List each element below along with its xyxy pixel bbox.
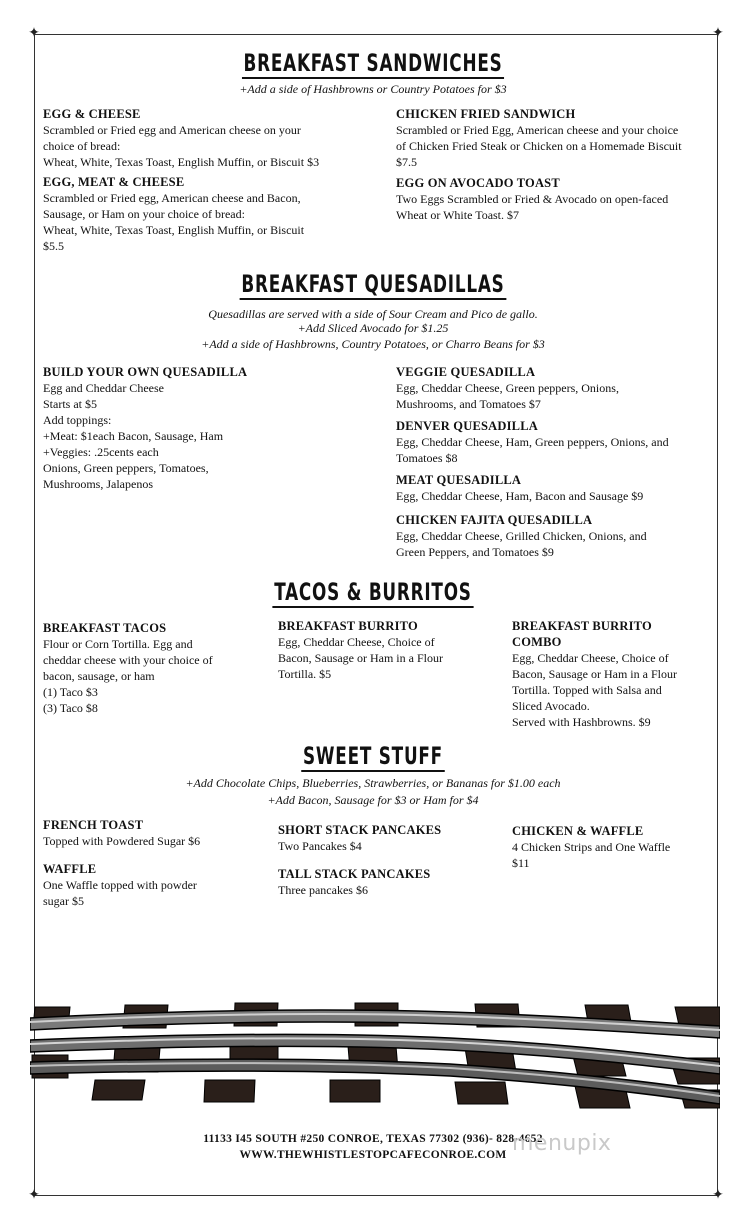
- item-description: Two Pancakes $4: [278, 839, 362, 853]
- item-description: Egg, Cheddar Cheese, Ham, Bacon and Sausage $9: [396, 489, 644, 503]
- item-name: CHICKEN & WAFFLE: [512, 824, 644, 838]
- corner-ornament-icon: ✦: [28, 26, 40, 41]
- item-description: Three pancakes $6: [278, 883, 368, 897]
- item-name: DENVER QUESADILLA: [396, 419, 538, 433]
- item-description: Flour or Corn Tortilla. Egg and cheddar cheese with your choice of bacon, sausage, or ham (1) Taco $3 (3) Taco $8: [43, 637, 213, 715]
- item-name: SHORT STACK PANCAKES: [278, 823, 442, 837]
- item-name: BREAKFAST TACOS: [43, 621, 167, 635]
- menu-item: [278, 866, 503, 898]
- menu-item: [43, 861, 268, 909]
- item-description: Egg and Cheddar Cheese Starts at $5 Add toppings: +Meat: $1each Bacon, Sausage, Ham +Veggies: .25cents each Onions, Green peppers, Tomatoes, Mushrooms, Jalapenos: [43, 381, 224, 491]
- menu-item: [396, 512, 716, 560]
- menu-item: [278, 822, 503, 854]
- footer-address: 11133 I45 SOUTH #250 CONROE, TEXAS 77302 (936)- 828-4652: [203, 1133, 543, 1145]
- item-name: MEAT QUESADILLA: [396, 473, 522, 487]
- item-name: EGG, MEAT & CHEESE: [43, 175, 185, 189]
- item-description: Egg, Cheddar Cheese, Choice of Bacon, Sausage or Ham in a Flour Tortilla. $5: [278, 635, 443, 681]
- menu-item: [43, 174, 383, 254]
- item-description: Scrambled or Fried egg and American cheese on your choice of bread: Wheat, White, Texas Toast, English Muffin, or Biscuit $3: [43, 123, 320, 169]
- menu-item: [43, 364, 373, 492]
- menu-item: [512, 618, 712, 730]
- corner-ornament-icon: ✦: [28, 1188, 40, 1203]
- corner-ornament-icon: ✦: [712, 26, 724, 41]
- menu-item: [396, 106, 716, 170]
- item-description: Egg, Cheddar Cheese, Grilled Chicken, Onions, and Green Peppers, and Tomatoes $9: [396, 529, 647, 559]
- corner-ornament-icon: ✦: [712, 1188, 724, 1203]
- menu-item: [396, 175, 716, 223]
- item-description: Topped with Powdered Sugar $6: [43, 834, 201, 848]
- menu-item: [278, 618, 503, 682]
- section-note: +Add Sliced Avocado for $1.25: [297, 321, 449, 335]
- item-name: BUILD YOUR OWN QUESADILLA: [43, 365, 248, 379]
- watermark: menupix: [512, 1131, 612, 1156]
- item-description: One Waffle topped with powder sugar $5: [43, 878, 197, 908]
- menu-item: [43, 817, 268, 849]
- section-title-sandwiches: BREAKFAST SANDWICHES: [243, 49, 503, 77]
- section-note: +Add a side of Hashbrowns, Country Potatoes, or Charro Beans for $3: [201, 337, 545, 351]
- section-title-tacos: TACOS & BURRITOS: [274, 578, 472, 606]
- item-description: Egg, Cheddar Cheese, Ham, Green peppers, Onions, and Tomatoes $8: [396, 435, 669, 465]
- section-note: +Add a side of Hashbrowns or Country Potatoes for $3: [239, 82, 507, 96]
- item-name: BREAKFAST BURRITO: [278, 619, 418, 633]
- item-name: BREAKFAST BURRITO COMBO: [512, 619, 652, 649]
- item-name: VEGGIE QUESADILLA: [396, 365, 536, 379]
- menu-item: [43, 106, 383, 170]
- item-description: Egg, Cheddar Cheese, Green peppers, Onions, Mushrooms, and Tomatoes $7: [396, 381, 619, 411]
- item-description: Scrambled or Fried Egg, American cheese and your choice of Chicken Fried Steak or Chicken on a Homemade Biscuit $7.5: [396, 123, 682, 169]
- item-description: Two Eggs Scrambled or Fried & Avocado on open-faced Wheat or White Toast. $7: [396, 192, 669, 222]
- item-description: Egg, Cheddar Cheese, Choice of Bacon, Sausage or Ham in a Flour Tortilla. Topped with Salsa and Sliced Avocado. Served with Hashbrowns. $9: [512, 651, 677, 729]
- item-description: 4 Chicken Strips and One Waffle $11: [512, 840, 671, 870]
- menu-item: [396, 472, 716, 504]
- item-description: Scrambled or Fried egg, American cheese and Bacon, Sausage, or Ham on your choice of bread: Wheat, White, Texas Toast, English Muffin, or Biscuit $5.5: [43, 191, 305, 253]
- menu-item: [396, 418, 716, 466]
- item-name: CHICKEN FAJITA QUESADILLA: [396, 513, 593, 527]
- menu-item: [396, 364, 716, 412]
- section-note: +Add Chocolate Chips, Blueberries, Strawberries, or Bananas for $1.00 each: [185, 776, 561, 790]
- section-note: +Add Bacon, Sausage for $3 or Ham for $4: [267, 793, 479, 807]
- section-note: Quesadillas are served with a side of Sour Cream and Pico de gallo.: [208, 307, 538, 321]
- item-name: EGG ON AVOCADO TOAST: [396, 176, 560, 190]
- footer-website[interactable]: WWW.THEWHISTLESTOPCAFECONROE.COM: [239, 1149, 507, 1161]
- item-name: WAFFLE: [43, 862, 97, 876]
- item-name: TALL STACK PANCAKES: [278, 867, 431, 881]
- menu-item: [43, 620, 268, 716]
- item-name: CHICKEN FRIED SANDWICH: [396, 107, 576, 121]
- section-title-sweet: SWEET STUFF: [303, 742, 443, 770]
- item-name: EGG & CHEESE: [43, 107, 141, 121]
- railroad-track-illustration: [30, 1000, 720, 1110]
- section-title-quesadillas: BREAKFAST QUESADILLAS: [241, 270, 505, 298]
- menu-item: [512, 823, 712, 871]
- item-name: FRENCH TOAST: [43, 818, 144, 832]
